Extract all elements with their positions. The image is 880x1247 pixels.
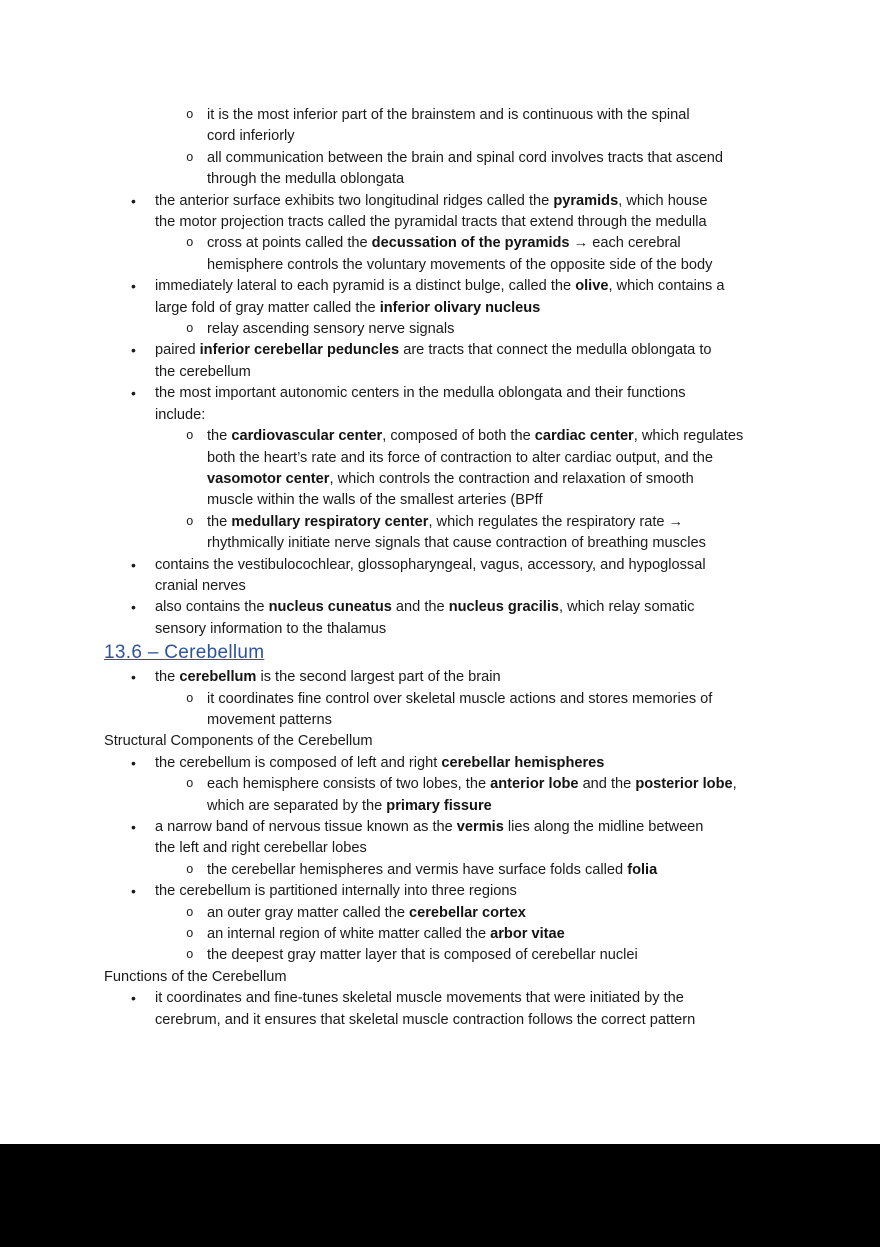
text-run: cerebrum, and it ensures that skeletal muscle contraction follows the correct pattern bbox=[155, 1011, 696, 1028]
text-line bbox=[207, 512, 780, 533]
bullet-item bbox=[104, 555, 780, 598]
bold-text-run: inferior cerebellar peduncles bbox=[199, 342, 400, 359]
text-line bbox=[207, 774, 780, 795]
text-line bbox=[207, 533, 780, 554]
text-line bbox=[207, 469, 780, 490]
bullet-item bbox=[104, 383, 780, 426]
sub-bullet-item bbox=[104, 426, 780, 512]
bold-text-run: nucleus gracilis bbox=[448, 599, 559, 616]
text-line bbox=[207, 860, 780, 881]
text-run: also contains the bbox=[155, 599, 269, 616]
bold-text-run: cerebellar cortex bbox=[409, 904, 526, 921]
sub-bullet-marker: o bbox=[186, 108, 194, 122]
text-run: the bbox=[207, 513, 232, 530]
text-line bbox=[207, 448, 780, 469]
text-line bbox=[155, 383, 780, 404]
text-run: relay ascending sensory nerve signals bbox=[207, 321, 455, 338]
bold-text-run: arbor vitae bbox=[490, 926, 565, 943]
text-line bbox=[104, 731, 780, 752]
bold-text-run: cardiovascular center bbox=[231, 428, 383, 445]
text-run: , which house bbox=[618, 192, 708, 209]
text-line bbox=[155, 1010, 780, 1031]
sub-bullet-marker: o bbox=[186, 777, 194, 792]
text-line bbox=[155, 405, 780, 426]
text-line bbox=[207, 319, 780, 340]
text-run: contains the vestibulocochlear, glossopharyngeal, vagus, accessory, and hypoglossal bbox=[155, 556, 706, 573]
sub-bullet-item bbox=[104, 233, 780, 276]
sub-bullet-item bbox=[104, 860, 780, 881]
text-line bbox=[155, 597, 780, 618]
text-run: , which regulates bbox=[633, 428, 744, 445]
section-heading bbox=[104, 641, 780, 666]
sub-bullet-marker: o bbox=[186, 691, 194, 706]
section-label bbox=[104, 967, 780, 988]
section-heading-text: 13.6 – Cerebellum bbox=[104, 642, 265, 664]
bold-text-run: medullary respiratory center bbox=[231, 513, 429, 530]
text-line bbox=[207, 903, 780, 924]
text-line bbox=[207, 126, 780, 147]
text-run: → each cerebral bbox=[569, 235, 681, 252]
bold-text-run: posterior lobe bbox=[635, 776, 733, 793]
text-run: the motor projection tracts called the pyramidal tracts that extend through the medulla bbox=[155, 214, 707, 231]
text-line bbox=[207, 945, 780, 966]
text-line bbox=[155, 340, 780, 361]
bullet-marker: • bbox=[131, 819, 136, 835]
sub-bullet-marker: o bbox=[186, 927, 194, 942]
bullet-marker: • bbox=[131, 883, 136, 900]
text-run: the left and right cerebellar lobes bbox=[155, 840, 367, 857]
text-run: include: bbox=[155, 406, 206, 423]
bullet-marker: • bbox=[131, 385, 136, 402]
text-line bbox=[155, 881, 780, 902]
bullet-item bbox=[104, 340, 780, 383]
text-run: the cerebellar hemispheres and vermis have surface folds called bbox=[207, 861, 628, 878]
bullet-item bbox=[104, 597, 780, 640]
sub-bullet-marker: o bbox=[186, 150, 194, 165]
text-run: both the heart’s rate and its force of contraction to alter cardiac output, and the bbox=[207, 449, 713, 466]
bullet-item bbox=[104, 753, 780, 774]
bullet-item bbox=[104, 667, 780, 688]
text-run: is the second largest part of the brain bbox=[256, 669, 501, 686]
text-line bbox=[207, 710, 780, 731]
text-run: immediately lateral to each pyramid is a distinct bulge, called the bbox=[155, 278, 576, 295]
text-run: large fold of gray matter called the bbox=[155, 299, 380, 316]
bold-text-run: vasomotor center bbox=[207, 470, 330, 487]
text-line bbox=[155, 667, 780, 688]
sub-bullet-marker: o bbox=[186, 905, 194, 920]
sub-bullet-item bbox=[104, 945, 780, 966]
bullet-marker: • bbox=[131, 669, 136, 686]
bottom-letterbox bbox=[0, 1144, 880, 1247]
text-run: the deepest gray matter layer that is composed of cerebellar nuclei bbox=[207, 947, 638, 964]
sub-bullet-marker: o bbox=[186, 236, 194, 251]
bold-text-run: pyramids bbox=[553, 192, 619, 209]
sub-bullet-marker: o bbox=[186, 514, 194, 529]
text-run: the most important autonomic centers in the medulla oblongata and their functions bbox=[155, 385, 686, 402]
text-run: an internal region of white matter called the bbox=[207, 926, 491, 943]
sub-bullet-marker: o bbox=[186, 322, 194, 337]
bold-text-run: inferior olivary nucleus bbox=[379, 299, 541, 316]
text-line bbox=[155, 276, 780, 297]
sub-bullet-item bbox=[104, 319, 780, 340]
text-line bbox=[207, 924, 780, 945]
text-run: the cerebellum is composed of left and right bbox=[155, 754, 442, 771]
text-run: an outer gray matter called the bbox=[207, 904, 409, 921]
text-run: lies along the midline between bbox=[503, 819, 704, 835]
text-line bbox=[207, 233, 780, 254]
text-line bbox=[104, 967, 780, 988]
text-line bbox=[207, 148, 780, 169]
text-line bbox=[155, 298, 780, 319]
text-line bbox=[155, 362, 780, 383]
text-run: the cerebellum bbox=[155, 363, 251, 380]
text-line bbox=[207, 689, 780, 710]
bold-text-run: cardiac center bbox=[534, 428, 634, 445]
bold-text-run: folia bbox=[627, 861, 658, 878]
text-run: a narrow band of nervous tissue known as the bbox=[155, 819, 457, 835]
text-run: , which regulates the respiratory rate → bbox=[428, 513, 684, 530]
text-line bbox=[155, 619, 780, 640]
text-line bbox=[207, 426, 780, 447]
bold-text-run: decussation of the pyramids bbox=[371, 235, 570, 252]
text-line bbox=[155, 576, 780, 597]
text-run: , which controls the contraction and relaxation of smooth bbox=[329, 470, 694, 487]
bullet-marker: • bbox=[131, 192, 136, 209]
bullet-marker: • bbox=[131, 278, 136, 295]
text-run: it is the most inferior part of the brainstem and is continuous with the spinal bbox=[207, 107, 690, 123]
sub-bullet-item bbox=[104, 689, 780, 732]
text-run: , composed of both the bbox=[382, 428, 535, 445]
bold-text-run: cerebellum bbox=[179, 669, 257, 686]
text-line bbox=[155, 191, 780, 212]
sub-bullet-item bbox=[104, 512, 780, 555]
bullet-item bbox=[104, 881, 780, 902]
text-run: movement patterns bbox=[207, 711, 332, 728]
text-run: each hemisphere consists of two lobes, the bbox=[207, 776, 491, 793]
text-run: through the medulla oblongata bbox=[207, 171, 405, 188]
bold-text-run: primary fissure bbox=[386, 797, 492, 814]
text-run: cord inferiorly bbox=[207, 128, 295, 145]
text-line bbox=[207, 255, 780, 276]
sub-bullet-marker: o bbox=[186, 429, 194, 444]
section-label bbox=[104, 731, 780, 752]
bold-text-run: olive bbox=[575, 278, 609, 295]
text-run: which are separated by the bbox=[207, 797, 387, 814]
text-run: cross at points called the bbox=[207, 235, 372, 252]
text-run: and the bbox=[578, 776, 636, 793]
text-run: rhythmically initiate nerve signals that cause contraction of breathing muscles bbox=[207, 535, 706, 552]
text-run: sensory information to the thalamus bbox=[155, 620, 387, 637]
text-line bbox=[155, 753, 780, 774]
sub-bullet-marker: o bbox=[186, 862, 194, 877]
text-line bbox=[155, 555, 780, 576]
bullet-item bbox=[104, 988, 780, 1031]
text-run: Structural Components of the Cerebellum bbox=[104, 733, 373, 750]
text-run: are tracts that connect the medulla oblongata to bbox=[399, 342, 712, 359]
sub-bullet-marker: o bbox=[186, 948, 194, 963]
text-run: and the bbox=[391, 599, 449, 616]
bold-text-run: cerebellar hemispheres bbox=[441, 754, 605, 771]
bullet-marker: • bbox=[131, 599, 136, 616]
bold-text-run: vermis bbox=[456, 819, 504, 835]
text-run: paired bbox=[155, 342, 200, 359]
text-run: the cerebellum is partitioned internally into three regions bbox=[155, 883, 517, 900]
bullet-marker: • bbox=[131, 990, 136, 1007]
bold-text-run: anterior lobe bbox=[490, 776, 579, 793]
bullet-marker: • bbox=[131, 342, 136, 359]
text-run: , which contains a bbox=[608, 278, 725, 295]
text-run: it coordinates fine control over skeletal muscle actions and stores memories of bbox=[207, 690, 713, 707]
bold-text-run: nucleus cuneatus bbox=[268, 599, 392, 616]
sub-bullet-item bbox=[104, 148, 780, 191]
bullet-marker: • bbox=[131, 754, 136, 771]
bullet-item bbox=[104, 276, 780, 319]
text-run: the bbox=[155, 669, 180, 686]
text-run: the anterior surface exhibits two longitudinal ridges called the bbox=[155, 192, 554, 209]
text-run: cranial nerves bbox=[155, 577, 246, 594]
text-line bbox=[155, 212, 780, 233]
sub-bullet-item bbox=[104, 774, 780, 817]
text-run: , which relay somatic bbox=[559, 599, 695, 616]
text-line bbox=[207, 105, 780, 126]
sub-bullet-item bbox=[104, 924, 780, 945]
sub-bullet-item bbox=[104, 903, 780, 924]
text-run: muscle within the walls of the smallest arteries (BPff bbox=[207, 492, 543, 509]
text-line bbox=[155, 817, 780, 838]
text-line bbox=[207, 796, 780, 817]
text-run: all communication between the brain and spinal cord involves tracts that ascend bbox=[207, 149, 723, 166]
text-run: , bbox=[732, 776, 737, 793]
text-run: Functions of the Cerebellum bbox=[104, 968, 287, 985]
text-line bbox=[155, 988, 780, 1009]
text-run: hemisphere controls the voluntary movements of the opposite side of the body bbox=[207, 256, 713, 273]
text-run: it coordinates and fine-tunes skeletal muscle movements that were initiated by the bbox=[155, 990, 684, 1007]
bullet-item bbox=[104, 817, 780, 860]
bullet-marker: • bbox=[131, 556, 136, 573]
bullet-item bbox=[104, 191, 780, 234]
text-line bbox=[155, 838, 780, 859]
text-line bbox=[207, 490, 780, 511]
text-run: the bbox=[207, 428, 232, 445]
text-line bbox=[207, 169, 780, 190]
sub-bullet-item bbox=[104, 105, 780, 148]
